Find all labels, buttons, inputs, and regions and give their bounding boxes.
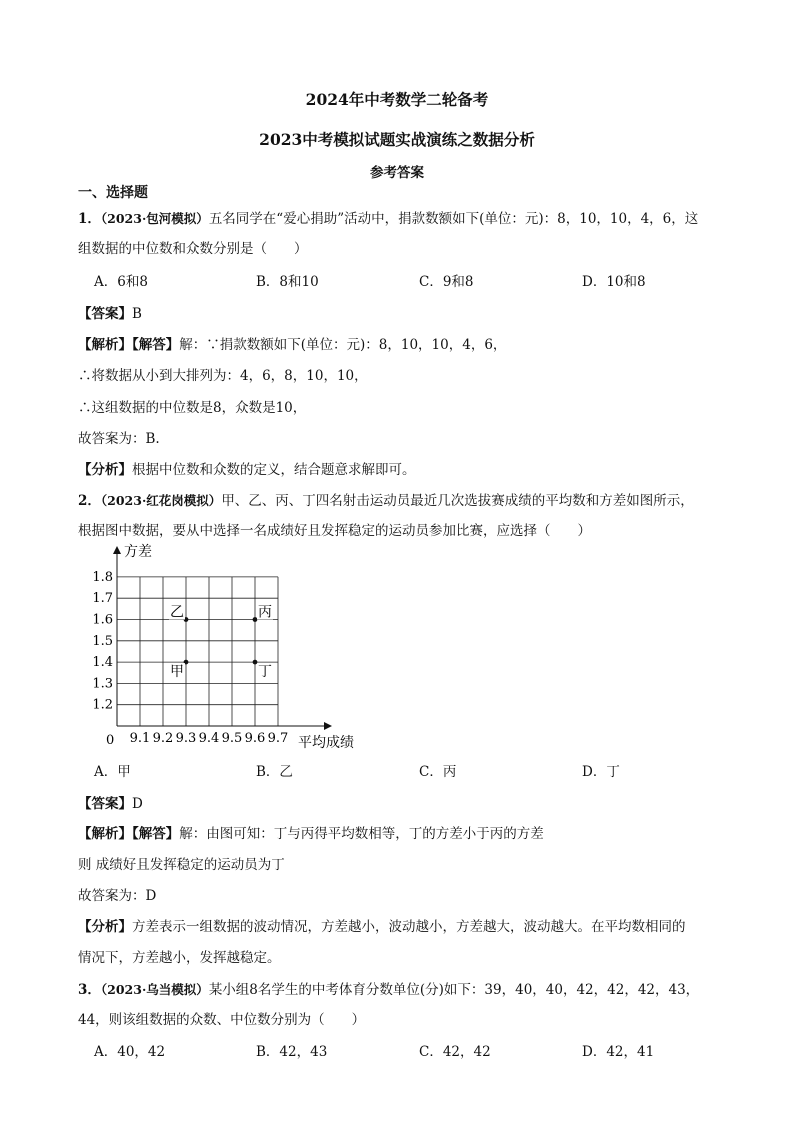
point-label: 丁 [258,664,272,681]
y-tick-label: 1.3 [92,676,113,692]
q2-option-c: C．丙 [419,764,457,780]
x-tick-label: 9.6 [244,731,266,746]
x-tick-label: 9.7 [267,731,289,746]
q1-stem-line1 [78,207,698,227]
q1-fenxi [78,458,416,478]
q1-analysis-line1 [78,333,506,353]
x-tick-label: 9.2 [152,731,174,746]
q2-stem-text1: 甲、乙、丙、丁四名射击运动员最近几次选拔赛成绩的平均数和方差如图所示， [221,493,694,509]
y-tick-label: 1.6 [92,612,113,628]
q1-stem-text1: 五名同学在“爱心捐助”活动中，捐款数额如下(单位：元)：8，10，10，4，6，这 [208,211,699,227]
q2-analysis-tag: 【解析】【解答】 [78,826,180,842]
point-label: 甲 [170,664,184,681]
q1-fenxi-tag: 【分析】 [78,462,132,478]
chart-grid [117,577,278,726]
q2-fenxi [78,915,686,935]
q3-stem-text1: 某小组8名学生的中考体育分数单位(分)如下：39，40，40，42，42，42，43， [208,982,700,998]
page-title: 2024年中考数学二轮备考 [305,90,489,109]
q3-option-a: A．40，42 [94,1044,166,1060]
y-tick-label: 1.8 [92,569,113,585]
x-tick-label: 9.4 [198,731,220,746]
x-tick-label: 9.3 [175,731,197,746]
q2-fenxi-line2: 情况下，方差越小，发挥越稳定。 [78,950,281,966]
q2-analysis-line1 [78,822,544,842]
q2-number: 2． [78,493,101,509]
q2-fenxi-text1: 方差表示一组数据的波动情况，方差越小，波动越小，方差越大，波动越大。在平均数相同的 [132,919,686,935]
q1-option-c: C．9和8 [419,274,474,290]
q1-fenxi-text: 根据中位数和众数的定义，结合题意求解即可。 [132,462,416,478]
q1-answer-tag: 【答案】 [78,306,132,322]
q2-answer [78,792,143,812]
q1-analysis-line4: 故答案为：B. [78,431,160,447]
y-tick-label: 1.7 [92,591,113,607]
y-axis-label: 方差 [124,544,152,560]
point-label: 丙 [258,604,272,621]
q1-analysis-line2: ∴将数据从小到大排列为：4，6，8，10，10， [78,368,368,384]
q2-answer-value: D [132,796,143,812]
q1-option-a: A．6和8 [94,274,148,290]
q2-fenxi-tag: 【分析】 [78,919,132,935]
q2-analysis-line2: 则 成绩好且发挥稳定的运动员为丁 [78,857,285,873]
q2-option-a: A．甲 [94,764,131,780]
data-point [253,660,258,665]
q1-stem-line2: 组数据的中位数和众数分别是（ ） [78,241,308,257]
q1-analysis-tag: 【解析】【解答】 [78,337,180,353]
x-tick-label: 9.1 [129,731,151,746]
page-subtitle: 2023中考模拟试题实战演练之数据分析 [259,130,535,149]
origin-label: 0 [106,733,115,748]
q1-source: （2023·包河模拟） [100,211,209,226]
section-title: 一、选择题 [78,185,148,201]
q1-answer [78,302,142,322]
q3-stem-line2: 44，则该组数据的众数、中位数分别为（ ） [78,1012,366,1028]
q2-answer-tag: 【答案】 [78,796,132,812]
x-tick-label: 9.5 [221,731,243,746]
data-point [253,617,258,622]
q3-option-c: C．42，42 [419,1044,491,1060]
q1-answer-value: B [132,306,142,322]
variance-chart [78,540,358,755]
q1-number: 1． [78,211,101,227]
q3-option-d: D．42，41 [582,1044,655,1060]
q3-stem-line1 [78,978,699,998]
q2-option-d: D．丁 [582,764,620,780]
y-tick-label: 1.4 [92,655,113,671]
y-tick-label: 1.5 [92,633,113,649]
q1-option-b: B．8和10 [256,274,319,290]
q1-analysis-line3: ∴这组数据的中位数是8，众数是10， [78,400,307,416]
y-tick-label: 1.2 [92,697,113,713]
point-label: 乙 [170,604,184,621]
q1-analysis-text1: 解：∵捐款数额如下(单位：元)：8，10，10，4，6， [179,337,507,353]
q2-analysis-line3: 故答案为：D [78,888,157,904]
q3-option-b: B．42，43 [256,1044,328,1060]
q2-analysis-text1: 解：由图可知：丁与丙得平均数相等，丁的方差小于丙的方差 [179,826,544,842]
q3-number: 3． [78,982,101,998]
q2-stem-line1 [78,489,694,509]
q3-source: （2023·乌当模拟） [100,982,209,997]
q2-stem-line2: 根据图中数据，要从中选择一名成绩好且发挥稳定的运动员参加比赛，应选择（ ） [78,523,591,539]
q1-option-d: D．10和8 [582,274,646,290]
q2-source: （2023·红花岗模拟） [100,493,222,508]
q2-option-b: B．乙 [256,764,293,780]
answer-label: 参考答案 [370,165,424,181]
x-axis-label: 平均成绩 [298,735,354,751]
